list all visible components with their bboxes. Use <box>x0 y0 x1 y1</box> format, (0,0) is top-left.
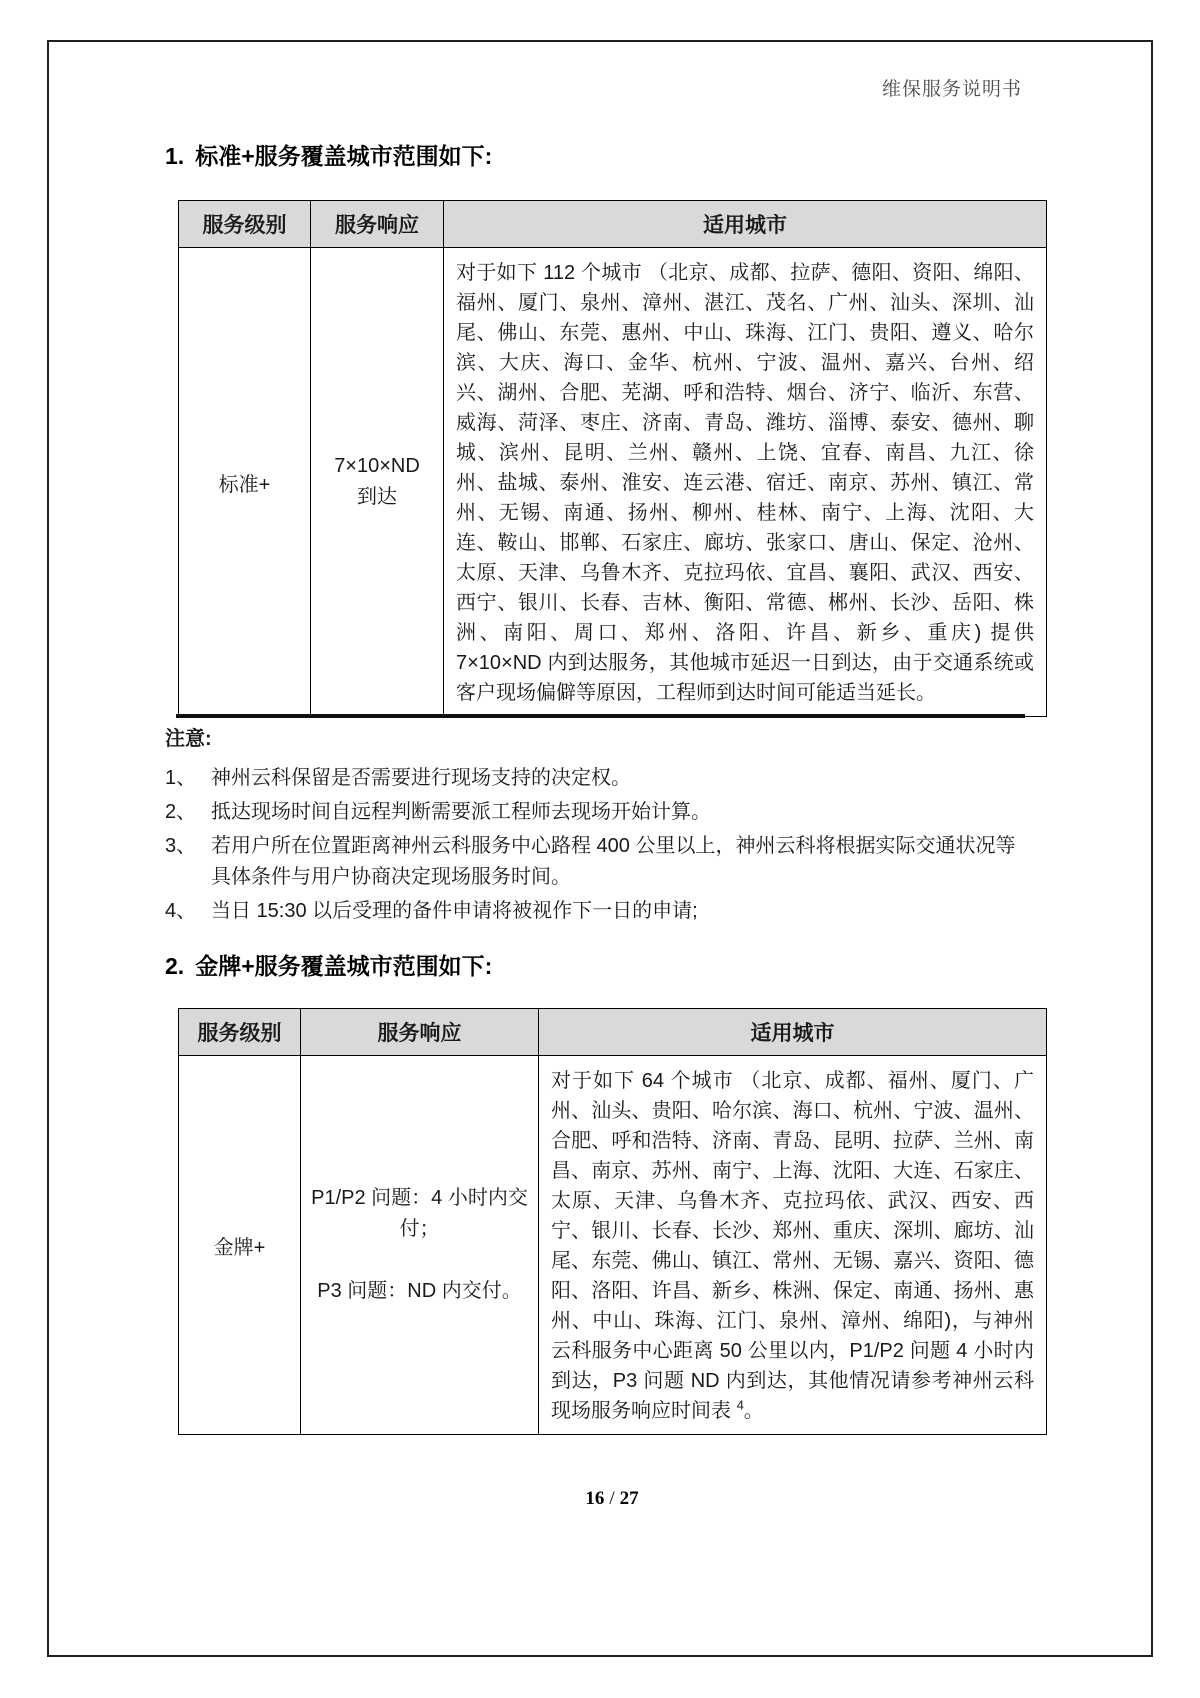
note-item-1 <box>165 763 1027 794</box>
table1-cities-cell: 对于如下 112 个城市 （北京、成都、拉萨、德阳、资阳、绵阳、福州、厦门、泉州、漳州、湛江、茂名、广州、汕头、深圳、汕尾、佛山、东莞、惠州、中山、珠海、江门、贵阳、遵义、哈尔滨、大庆、海口、金华、杭州、宁波、温州、嘉兴、台州、绍兴、湖州、合肥、芜湖、呼和浩特、烟台、济宁、临沂、东营、威海、菏泽、枣庄、济南、青岛、潍坊、淄博、泰安、德州、聊城、滨州、昆明、兰州、赣州、上饶、宜春、南昌、九江、徐州、盐城、泰州、淮安、连云港、宿迁、南京、苏州、镇江、常州、无锡、南通、扬州、柳州、桂林、南宁、上海、沈阳、大连、鞍山、邯郸、石家庄、廊坊、张家口、唐山、保定、沧州、太原、天津、乌鲁木齐、克拉玛依、宜昌、襄阳、武汉、西安、西宁、银川、长春、吉林、衡阳、常德、郴州、长沙、岳阳、株洲、南阳、周口、郑州、洛阳、许昌、新乡、重庆) 提供 7×10×ND 内到达服务，其他城市延迟一日到达，由于交通系统或客户现场偏僻等原因，工程师到达时间可能适当延长。 <box>444 248 1047 717</box>
note-text: 神州云科保留是否需要进行现场支持的决定权。 <box>211 767 631 789</box>
table2-cities-period: 。 <box>743 1400 764 1422</box>
standard-plus-table <box>178 200 1047 717</box>
table1-header-applicable-cities: 适用城市 <box>444 201 1047 248</box>
table1-header-service-response: 服务响应 <box>311 201 444 248</box>
note-marker: 1、 <box>165 767 197 789</box>
table1-header-row <box>179 201 1047 248</box>
note-item-4 <box>165 896 1027 927</box>
page-footer <box>178 1488 1046 1510</box>
table1-response-line2: 到达 <box>357 486 397 508</box>
table2-cities-cell <box>539 1056 1047 1435</box>
section2-heading <box>165 948 492 981</box>
table2-header-row <box>179 1009 1047 1056</box>
table2-service-response-cell <box>301 1056 539 1435</box>
note-text: 若用户所在位置距离神州云科服务中心路程 400 公里以上，神州云科将根据实际交通状况等具体条件与用户协商决定现场服务时间。 <box>211 835 1016 888</box>
note-item-2 <box>165 797 1027 828</box>
table2-service-level-cell: 金牌+ <box>179 1056 301 1435</box>
table1-service-response-cell <box>311 248 444 717</box>
table2-header-service-response: 服务响应 <box>301 1009 539 1056</box>
table1-response-line1: 7×10×ND <box>334 455 420 477</box>
table2-header-applicable-cities: 适用城市 <box>539 1009 1047 1056</box>
note-marker: 3、 <box>165 835 197 857</box>
doc-header-title: 维保服务说明书 <box>881 79 1022 100</box>
table2-data-row <box>179 1056 1047 1435</box>
section2-title: 金牌+服务覆盖城市范围如下: <box>195 953 493 979</box>
table1-service-level-cell: 标准+ <box>179 248 311 717</box>
note-marker: 2、 <box>165 801 197 823</box>
page-number-separator: / <box>609 1488 615 1509</box>
notes-title: 注意: <box>165 728 212 750</box>
table1-header-service-level: 服务级别 <box>179 201 311 248</box>
section1-title: 标准+服务覆盖城市范围如下: <box>195 143 493 169</box>
page-number-current: 16 <box>585 1488 605 1509</box>
page-number-total: 27 <box>619 1488 639 1509</box>
note-text: 抵达现场时间自远程判断需要派工程师去现场开始计算。 <box>211 801 711 823</box>
gold-plus-table <box>178 1008 1047 1435</box>
table2-header-service-level: 服务级别 <box>179 1009 301 1056</box>
table2-response-line2: P3 问题：ND 内交付。 <box>317 1280 522 1302</box>
note-text: 当日 15:30 以后受理的备件申请将被视作下一日的申请; <box>211 900 698 922</box>
note-marker: 4、 <box>165 900 197 922</box>
table2-response-line1: P1/P2 问题：4 小时内交付； <box>311 1187 528 1240</box>
section-divider-rule <box>176 714 1025 718</box>
section1-number: 1. <box>165 143 185 169</box>
section1-heading <box>165 138 492 171</box>
response-spacer <box>309 1245 530 1276</box>
table2-cities-text: 对于如下 64 个城市 （北京、成都、福州、厦门、广州、汕头、贵阳、哈尔滨、海口、杭州、宁波、温州、合肥、呼和浩特、济南、青岛、昆明、拉萨、兰州、南昌、南京、苏州、南宁、上海、沈阳、大连、石家庄、太原、天津、乌鲁木齐、克拉玛依、武汉、西安、西宁、银川、长春、长沙、郑州、重庆、深圳、廊坊、汕尾、东莞、佛山、镇江、常州、无锡、嘉兴、资阳、德阳、洛阳、许昌、新乡、株洲、保定、南通、扬州、惠州、中山、珠海、江门、泉州、漳州、绵阳)，与神州云科服务中心距离 50 公里以内，P1/P2 问题 4 小时内到达，P3 问题 ND 内到达，其他情况请参考神州云科现场服务响应时间表 <box>551 1070 1034 1422</box>
table1-data-row <box>179 248 1047 717</box>
section2-number: 2. <box>165 953 185 979</box>
note-item-3 <box>165 831 1027 893</box>
footnote-ref-4: 4 <box>736 1397 744 1413</box>
notes-section <box>165 722 1027 930</box>
